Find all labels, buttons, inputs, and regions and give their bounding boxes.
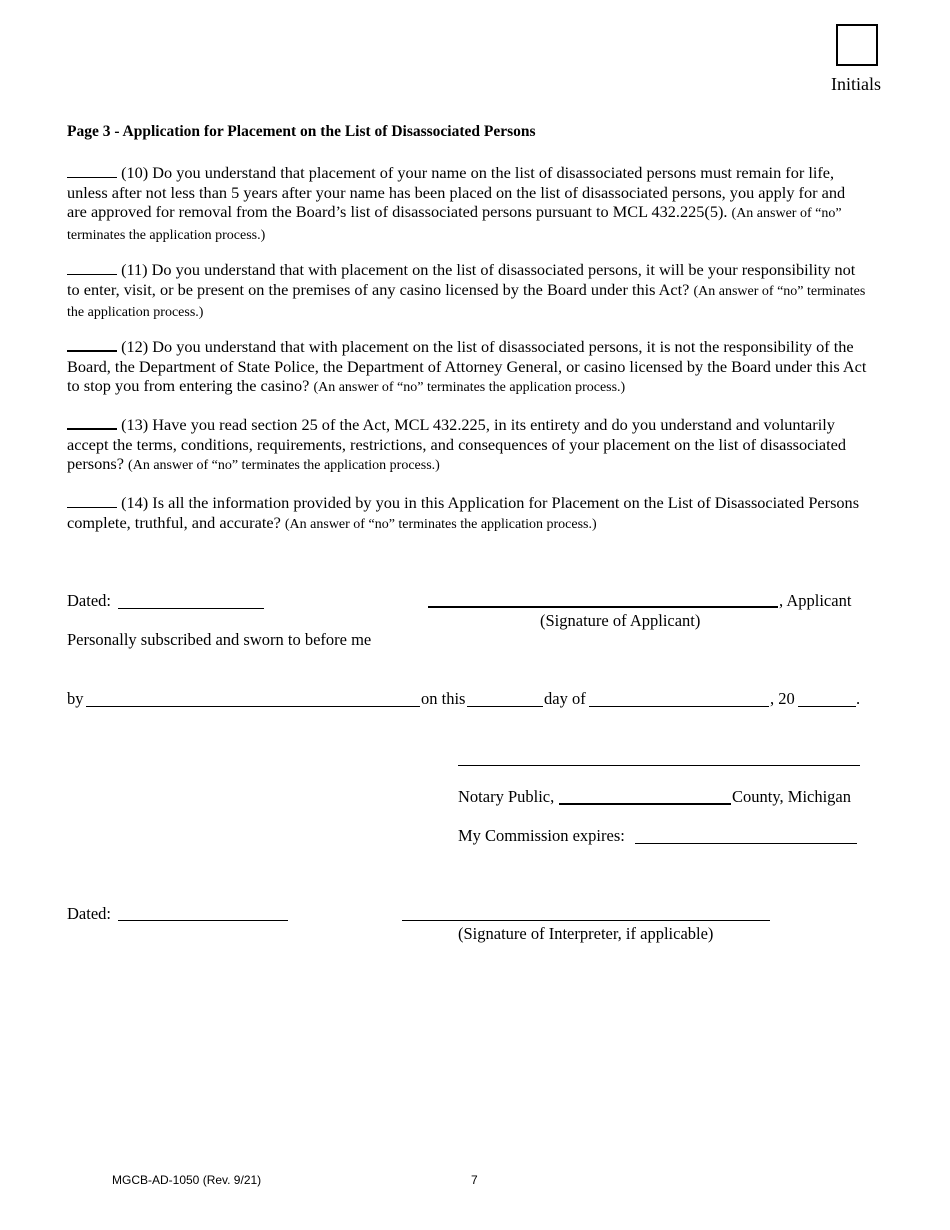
answer-blank-12[interactable] (67, 337, 117, 352)
dated-field[interactable] (118, 608, 264, 609)
question-text: (13) Have you read section 25 of the Act, MCL 432.225, in its entirety and do you understand and voluntarily accept the terms, conditions, requirements, restrictions, and consequences of your placement on the list of disassociated persons? (67, 415, 847, 473)
question-14 (67, 493, 867, 534)
sworn-by-field[interactable] (86, 706, 420, 707)
month-field[interactable] (589, 706, 769, 707)
question-note: (An answer of “no” terminates the application process.) (313, 380, 626, 395)
applicant-signature-caption: (Signature of Applicant) (540, 611, 701, 630)
page-title: Page 3 - Application for Placement on the List of Disassociated Persons (67, 123, 536, 140)
year-field[interactable] (798, 706, 856, 707)
question-note: (An answer of “no” terminates the application process.) (67, 283, 866, 320)
interpreter-caption: (Signature of Interpreter, if applicable) (458, 924, 714, 943)
question-13 (67, 415, 867, 476)
applicant-signature-line[interactable] (428, 606, 778, 608)
question-text: (14) Is all the information provided by you in this Application for Placement on the List of Disassociated Persons complete, truthful, and accurate? (67, 493, 860, 532)
by-label: by (67, 689, 84, 708)
notary-public-label: Notary Public, (458, 787, 555, 806)
on-this-label: on this (421, 689, 466, 708)
notary-signature-line[interactable] (458, 765, 860, 766)
initials-label: Initials (831, 74, 881, 94)
question-11 (67, 260, 867, 323)
dated-field-2[interactable] (118, 920, 288, 921)
commission-label: My Commission expires: (458, 826, 625, 845)
dated-label: Dated: (67, 591, 111, 610)
day-of-label: day of (544, 689, 586, 708)
day-field[interactable] (467, 706, 543, 707)
answer-blank-10[interactable] (67, 164, 117, 178)
page-number: 7 (471, 1173, 478, 1187)
answer-blank-14[interactable] (67, 494, 117, 508)
form-id: MGCB-AD-1050 (Rev. 9/21) (112, 1173, 262, 1187)
question-12 (67, 337, 867, 398)
answer-blank-13[interactable] (67, 415, 117, 430)
question-note: (An answer of “no” terminates the application process.) (67, 206, 842, 243)
dated-label-2: Dated: (67, 904, 111, 923)
question-note: (An answer of “no” terminates the application process.) (128, 458, 440, 473)
question-10 (67, 163, 867, 245)
commission-expires-field[interactable] (635, 843, 857, 844)
answer-blank-11[interactable] (67, 261, 117, 275)
question-note: (An answer of “no” terminates the application process.) (284, 516, 597, 532)
initials-box[interactable] (836, 24, 878, 66)
question-text: (12) Do you understand that with placement on the list of disassociated persons, it is not the responsibility of the Board, the Department of State Police, the Department of Attorney General, or casino licensed by the Board under this Act to stop you from entering the casino? (67, 337, 867, 395)
interpreter-signature-line[interactable] (402, 920, 770, 921)
year-prefix: , 20 (770, 689, 795, 708)
sworn-text: Personally subscribed and sworn to before me (67, 630, 372, 649)
question-text: (11) Do you understand that with placement on the list of disassociated persons, it will be your responsibility not to enter, visit, or be present on the premises of any casino licensed by the Board under this Act? (67, 260, 856, 299)
applicant-suffix: , Applicant (779, 591, 852, 610)
county-label: County, Michigan (732, 787, 852, 806)
period: . (856, 689, 861, 708)
question-text: (10) Do you understand that placement of your name on the list of disassociated persons must remain for life, unless after not less than 5 years after your name has been placed on the list of disassociated persons, you apply for and are approved for removal from the Board’s list of disassociated persons pursuant to MCL 432.225(5). (67, 163, 846, 221)
county-field[interactable] (559, 803, 731, 805)
